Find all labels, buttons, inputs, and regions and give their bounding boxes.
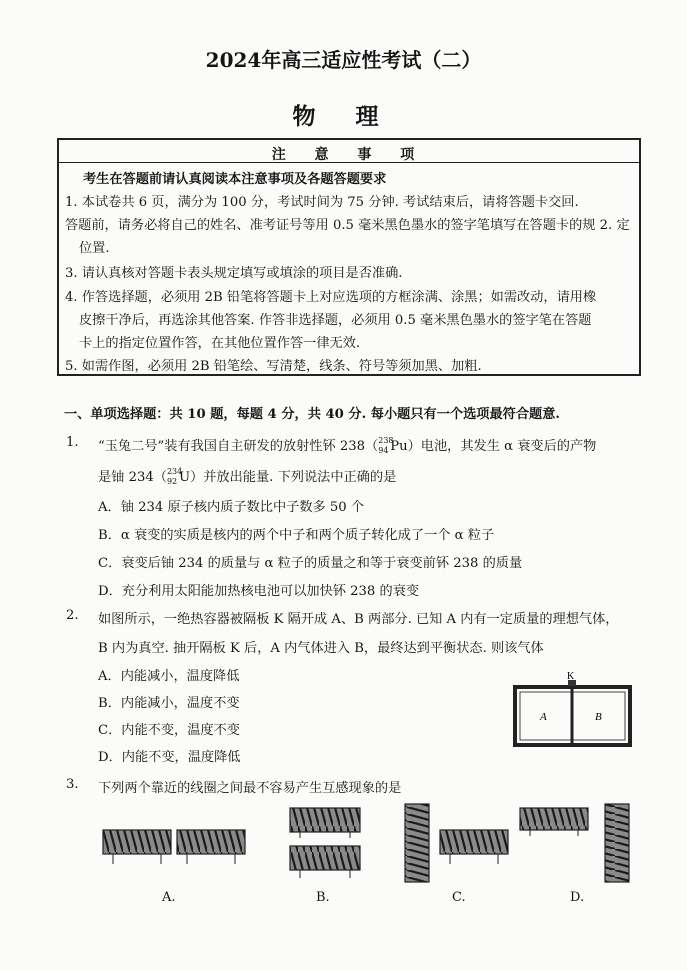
subject-title: 物 理 [292,103,395,130]
notice-item: 4. 作答选择题，必须用 2B 铅笔将答题卡上对应选项的方框涂满、涂黑；如需改动，请用橡 [65,290,597,305]
label-k: K [567,671,575,682]
q1-text: 是铀 234（ [98,470,167,485]
q1-option-a: A．铀 234 原子核内质子数比中子数多 50 个 [98,500,365,515]
u234-nuclide: 234 92 [166,466,183,486]
notice-box [57,138,641,376]
q2-option-a: A．内能减小，温度降低 [98,669,240,684]
q1-text: ）并放出能量. 下列说法中正确的是 [190,470,397,485]
question-1-number: 1. [66,435,79,450]
label-b: B [595,711,602,723]
question-1-stem-line2: 是铀 234（ 234 92 U）并放出能量. 下列说法中正确的是 [98,466,397,486]
q1-option-d: D．充分利用太阳能加热核电池可以加快钚 238 的衰变 [98,584,420,599]
q1-text: ）电池，其发生 α 衰变后的产物 [407,439,597,454]
coil-figures [95,800,655,885]
section-heading: 一、单项选择题：共 10 题，每题 4 分，共 40 分. 每小题只有一个选项最符合题意. [64,407,561,422]
coil-label-a: A. [162,890,176,905]
notice-divider [59,162,639,163]
coil-option-a [103,830,245,864]
q2-option-b: B．内能减小，温度不变 [98,696,240,711]
q1-option-b: B．α 衰变的实质是核内的两个中子和两个质子转化成了一个 α 粒子 [98,528,495,543]
exam-title: 2024年高三适应性考试（二） [205,48,482,72]
notice-heading: 注 意 事 项 [271,147,427,163]
coil-option-b [290,808,360,878]
question-2-stem-line2: B 内为真空. 抽开隔板 K 后，A 内气体进入 B，最终达到平衡状态. 则该气体 [98,641,544,656]
question-2-stem-line1: 如图所示，一绝热容器被隔板 K 隔开成 A、B 两部分. 已知 A 内有一定质量的理想气体， [98,612,619,627]
notice-item: 皮擦干净后，再选涂其他答案. 作答非选择题，必须用 0.5 毫米黑色墨水的签字笔在答题 [79,313,592,328]
notice-item: 位置. [79,241,110,256]
coil-label-c: C. [452,890,466,905]
notice-intro: 考生在答题前请认真阅读本注意事项及各题答题要求 [83,172,387,187]
notice-item: 卡上的指定位置作答，在其他位置作答一律无效. [79,336,361,351]
coil-option-c [405,804,508,882]
question-3-number: 3. [66,777,79,792]
notice-item: 1. 本试卷共 6 页，满分为 100 分，考试时间为 75 分钟. 考试结束后，请将答题卡交回. [65,195,579,210]
coil-label-d: D. [570,890,585,905]
coil-label-b: B. [316,890,330,905]
label-a: A [540,711,547,723]
q2-option-d: D．内能不变，温度降低 [98,750,241,765]
question-1-stem-line1: “玉兔二号”装有我国自主研发的放射性钚 238（ 238 94 Pu）电池，其发生 α 衰变后的产物 [98,435,597,455]
insulated-container-figure [510,670,640,750]
notice-item: 答题前，请务必将自己的姓名、准考证号等用 0.5 毫米黑色墨水的签字笔填写在答题卡的规 2. 定 [65,218,630,233]
notice-item: 5. 如需作图，必须用 2B 铅笔绘、写清楚，线条、符号等须加黑、加粗. [65,359,482,374]
notice-item: 3. 请认真核对答题卡表头规定填写或填涂的项目是否准确. [65,266,403,281]
q1-text: “玉兔二号”装有我国自主研发的放射性钚 238（ [98,439,379,454]
coil-option-d [520,804,629,882]
q2-option-c: C．内能不变，温度不变 [98,723,240,738]
q1-option-c: C．衰变后铀 234 的质量与 α 粒子的质量之和等于衰变前钚 238 的质量 [98,556,523,571]
question-3-stem: 下列两个靠近的线圈之间最不容易产生互感现象的是 [98,781,402,796]
question-2-number: 2. [66,608,79,623]
pu238-nuclide: 238 94 [378,435,394,455]
